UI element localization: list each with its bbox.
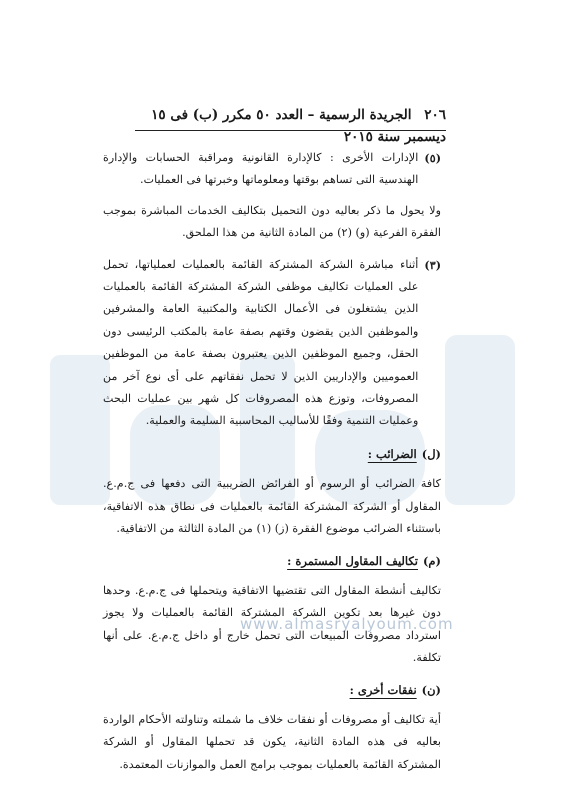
section-other-expenses-title: نفقات أخرى : (349, 682, 417, 697)
section-contractor-costs-title: تكاليف المقاول المستمرة : (287, 553, 418, 568)
item-5 (103, 147, 441, 192)
item-3 (103, 254, 441, 433)
section-other-expenses-letter: (ن) (421, 682, 441, 697)
page-header (135, 104, 446, 145)
section-contractor-costs-text: تكاليف أنشطة المقاول التى تقتضيها الاتفاقية ويتحملها فى ج.م.ع. وحدها دون غيرها بعد تكوين الشركة المشتركة القائمة بالعمليات ولا يجوز استرداد مصروفات المبيعات التى تحمل خارج أو داخل ج.م.ع. على أنها تكلفة. (103, 583, 441, 665)
section-contractor-costs-heading (103, 550, 441, 572)
section-other-expenses-text: أية تكاليف أو مصروفات أو نفقات خلاف ما شملته وتناولته الأحكام الواردة بعاليه فى هذه المادة الثانية، يكون قد تحملها المقاول أو الشركة المشتركة القائمة بالعمليات بموجب برامج العمل والموازنات المعتمدة. (103, 712, 441, 771)
section-taxes-title: الضرائب : (367, 446, 417, 461)
gazette-title: الجريدة الرسمية – العدد ٥٠ مكرر (ب) فى ١٥ ديسمبر سنة ٢٠١٥ (151, 107, 446, 145)
item-5-number: (٥) (424, 151, 441, 165)
paragraph-direct-services: ولا يحول ما ذكر بعاليه دون التحميل بتكاليف الخدمات المباشرة بموجب الفقرة الفرعية (و) (٢) من المادة الثانية من هذا الملحق. (103, 203, 441, 240)
section-taxes-heading (103, 443, 441, 465)
item-3-number: (٣) (424, 257, 441, 272)
watermark-logo-text: المصدر (30, 315, 34, 316)
item-5-text: الإدارات الأخرى : كالإدارة القانونية ومراقبة الحسابات والإدارة الهندسية التى تساهم بوقتها ومعلوماتها وخبرتها فى العمليات. (103, 151, 419, 187)
section-taxes-text: كافة الضرائب أو الرسوم أو الفرائض الضريبية التى دفعها فى ج.م.ع. المقاول أو الشركة المشتركة القائمة بالعمليات فى نطاق هذه الاتفاقية، باستثناء الضرائب موضوع الفقرة (ز) (١) من المادة الثالثة من الاتفاقية. (103, 477, 441, 536)
section-taxes-letter: (ل) (421, 446, 441, 461)
item-3-text: أثناء مباشرة الشركة المشتركة القائمة بالعمليات لعملياتها، تحمل على العمليات تكاليف موظفى الشركة المشتركة القائمة بالعمليات الذين يشتغلون فى الأعمال الكتابية والمكتبية العامة والمشرفين والموظفين الذين يقضون وقتهم بصفة عامة بالمكتب الرئيسى دون الحقل، وجميع الموظفين الذين يعتبرون بصفة عامة من الموظفين العموميين والإداريين الذين لا تحمل نفقاتهم على أى نوع آخر من المصروفات، وتوزع هذه المصروفات كل شهر بين عمليات البحث وعمليات التنمية وفقًا للأساليب المحاسبية السليمة والعملية. (103, 257, 419, 428)
document-body (103, 147, 441, 785)
page-number: ٢٠٦ (424, 107, 446, 123)
watermark-url: www.almasryalyoum.com (240, 615, 454, 633)
section-contractor-costs-letter: (م) (422, 553, 441, 568)
section-other-expenses-heading (103, 679, 441, 701)
